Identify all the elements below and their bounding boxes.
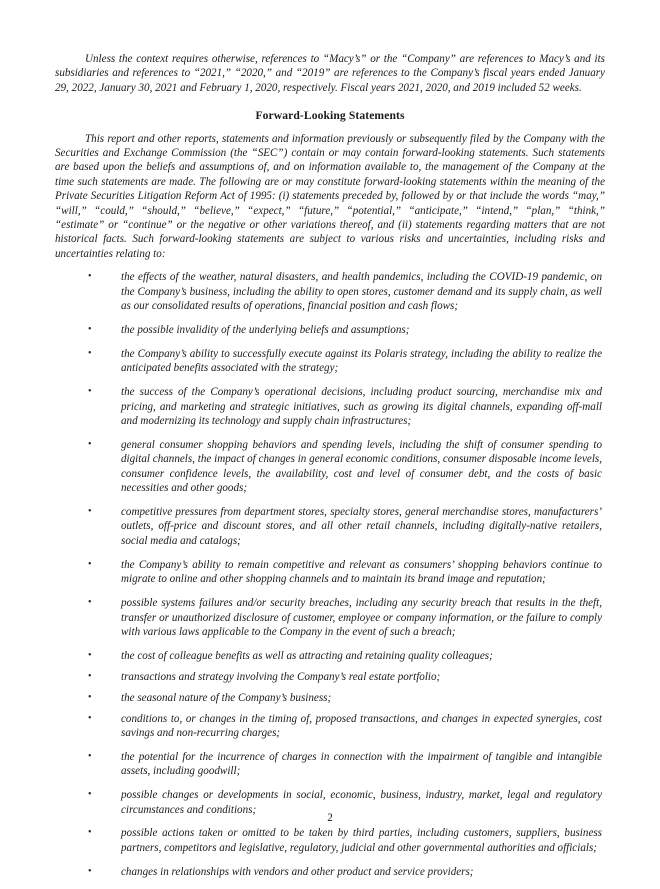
list-item xyxy=(55,438,605,496)
bullet-icon: • xyxy=(88,324,92,335)
list-item-text: the Company’s ability to successfully execute against its Polaris strategy, including the ability to realize the anticipated benefits associated with the strategy; xyxy=(121,347,602,375)
list-item-text: transactions and strategy involving the Company’s real estate portfolio; xyxy=(121,670,441,683)
bullet-icon: • xyxy=(88,506,92,518)
list-item-text: the seasonal nature of the Company’s business; xyxy=(121,691,332,704)
list-item xyxy=(55,596,605,639)
list-item-text: competitive pressures from department stores, specialty stores, general merchandise stores, manufacturers’ outlets, off-price and discount stores, and all other retail channels, including digitally-native retailers, social media and catalogs; xyxy=(121,506,602,547)
list-item-text: general consumer shopping behaviors and spending levels, including the shift of consumer spending to digital channels, the impact of changes in general economic conditions, consumer disposable income levels, consumer confidence levels, the availability, cost and level of consumer debt, and the costs of basic necessities and other goods; xyxy=(121,438,602,495)
list-item xyxy=(55,865,605,879)
lead-paragraph: This report and other reports, statements and information previously or subsequently filed by the Company with the Securities and Exchange Commission (the “SEC”) contain or may contain forward-looking statements. Such statements are based upon the beliefs and assumptions of, and on information available to, the management of the Company at the time such statements are made. The following are or may constitute forward-looking statements within the meaning of the Private Securities Litigation Reform Act of 1995: (i) statements preceded by, followed by or that include the words “may,” “will,” “could,” “should,” “believe,” “expect,” “future,” “potential,” “anticipate,” “intend,” “plan,” “think,” “estimate” or “continue” or the negative or other variations thereof, and (ii) statements regarding matters that are not historical facts. Such forward-looking statements are subject to various risks and uncertainties, including risks and uncertainties relating to: xyxy=(55,132,605,260)
list-item-text: possible systems failures and/or security breaches, including any security breach that results in the theft, transfer or unauthorized disclosure of customer, employee or company information, or the failure to comply with various laws applicable to the Company in the event of such a breach; xyxy=(121,597,602,638)
list-item-text: the possible invalidity of the underlying beliefs and assumptions; xyxy=(121,324,410,336)
bullet-icon: • xyxy=(88,865,92,877)
intro-paragraph: Unless the context requires otherwise, references to “Macy’s” or the “Company” are references to Macy’s and its subsidiaries and references to “2021,” “2020,” and “2019” are references to the Company’s fiscal years ended January 29, 2022, January 30, 2021 and February 1, 2020, respectively. Fiscal years 2021, 2020, and 2019 included 52 weeks. xyxy=(55,53,605,94)
page-content xyxy=(55,52,605,889)
list-item xyxy=(55,347,605,376)
bullet-icon: • xyxy=(88,827,92,839)
list-item-text: possible changes or developments in social, economic, business, industry, market, legal and regulatory circumstances and conditions; xyxy=(121,789,602,816)
risk-factor-list xyxy=(55,270,605,879)
list-item xyxy=(55,826,605,855)
list-item-text: possible actions taken or omitted to be taken by third parties, including customers, suppliers, business partners, competitors and legislative, regulatory, judicial and other governmental authorities and officials; xyxy=(121,827,602,854)
bullet-icon: • xyxy=(88,712,92,724)
list-item-text: the success of the Company’s operational decisions, including product sourcing, merchandise mix and pricing, and marketing and strategic initiatives, such as growing its digital channels, expanding off-mall and modernizing its technology and supply chain infrastructures; xyxy=(121,386,602,428)
bullet-icon: • xyxy=(88,670,92,682)
page-number: 2 xyxy=(327,812,333,824)
list-item-text: changes in relationships with vendors and other product and service providers; xyxy=(121,865,474,878)
list-item xyxy=(55,505,605,548)
list-item-text: the Company’s ability to remain competitive and relevant as consumers’ shopping behaviors continue to migrate to online and other shopping channels and to maintain its brand image and reputation; xyxy=(121,558,602,586)
bullet-icon: • xyxy=(88,750,92,762)
list-item xyxy=(55,691,605,705)
list-item-text: the effects of the weather, natural disasters, and health pandemics, including the COVID-19 pandemic, on the Company’s business, including the ability to open stores, customer demand and its supply chain, as well as our consolidated results of operations, financial position and cash flows; xyxy=(121,271,602,313)
list-item-text: the cost of colleague benefits as well as attracting and retaining quality colleagues; xyxy=(121,649,493,662)
list-item-text: conditions to, or changes in the timing of, proposed transactions, and changes in expected synergies, cost savings and non-recurring charges; xyxy=(121,712,602,739)
bullet-icon: • xyxy=(88,789,92,801)
list-item xyxy=(55,385,605,428)
bullet-icon: • xyxy=(88,347,92,359)
list-item xyxy=(55,712,605,741)
bullet-icon: • xyxy=(88,691,92,703)
list-item xyxy=(55,649,605,663)
list-item-text: the potential for the incurrence of charges in connection with the impairment of tangible and intangible assets, including goodwill; xyxy=(121,750,602,778)
list-item xyxy=(55,670,605,684)
bullet-icon: • xyxy=(88,386,92,398)
bullet-icon: • xyxy=(88,558,92,570)
list-item xyxy=(55,750,605,779)
list-item xyxy=(55,323,605,337)
bullet-icon: • xyxy=(88,597,92,609)
section-heading-forward-looking-statements: Forward-Looking Statements xyxy=(255,109,405,123)
list-item xyxy=(55,270,605,313)
bullet-icon: • xyxy=(88,271,92,283)
bullet-icon: • xyxy=(88,649,92,661)
bullet-icon: • xyxy=(88,438,92,450)
list-item xyxy=(55,558,605,587)
